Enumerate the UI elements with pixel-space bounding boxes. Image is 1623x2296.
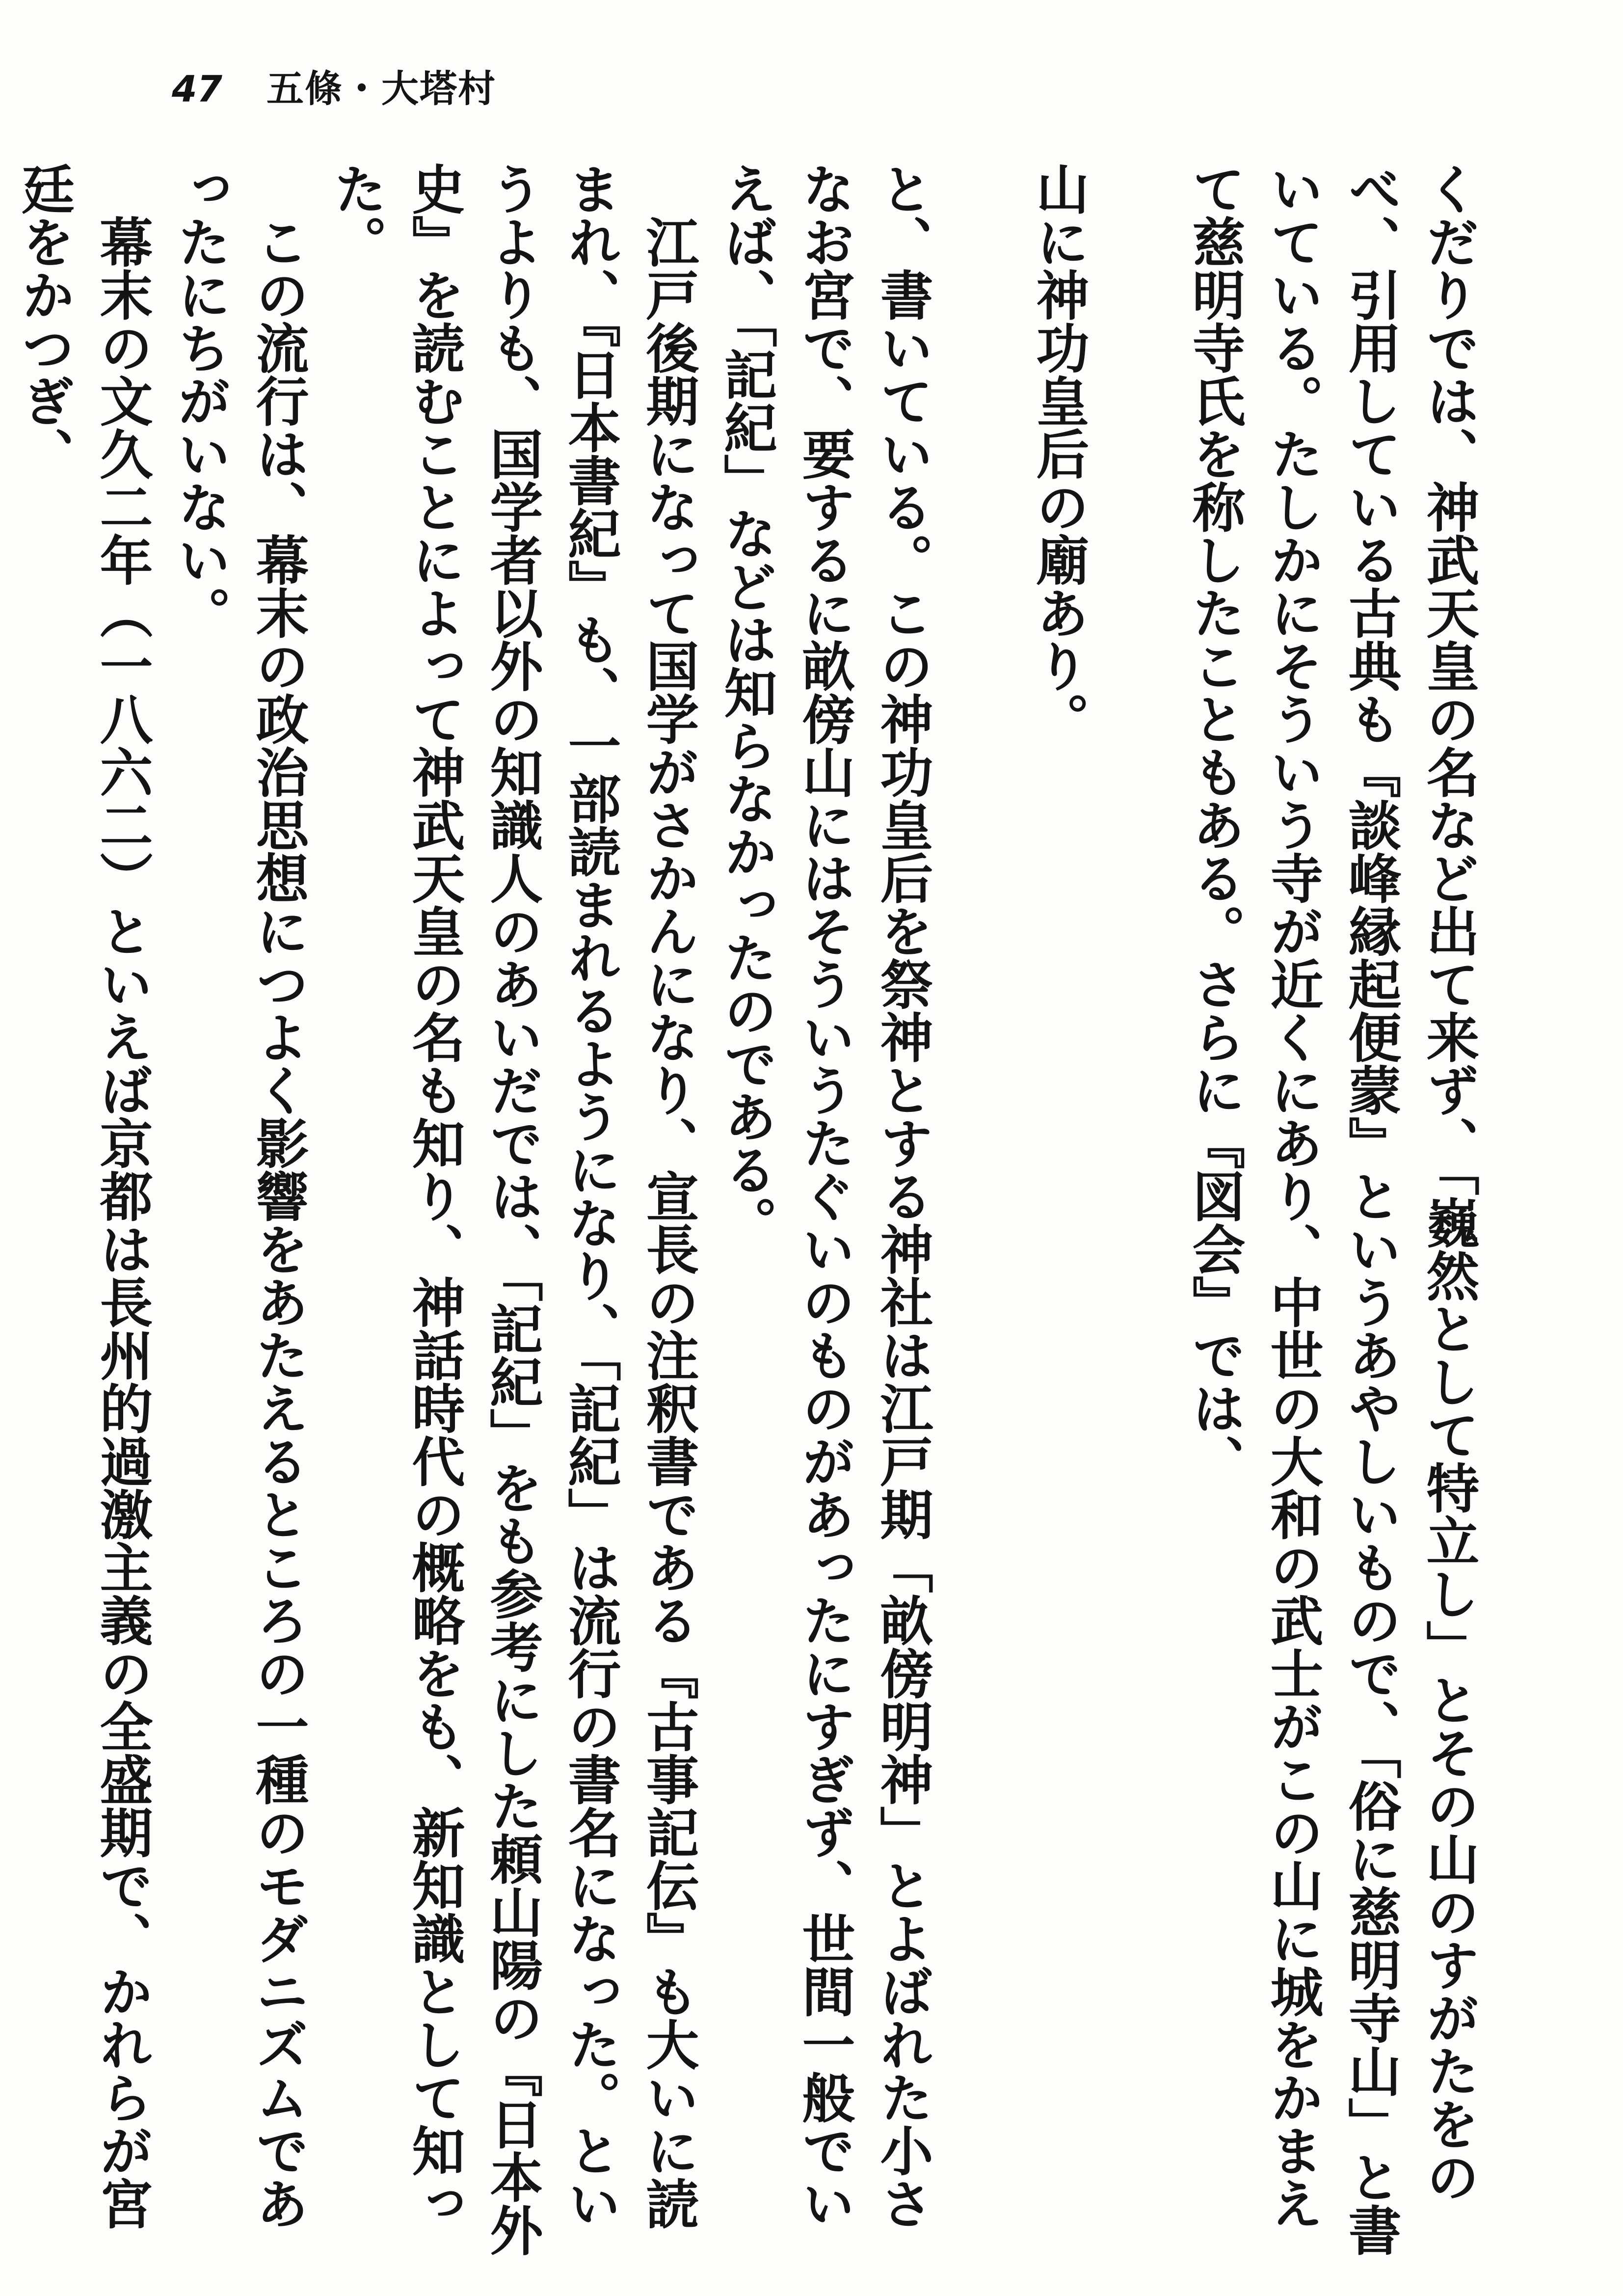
block-quote-gap-after xyxy=(941,162,1019,167)
paragraph-kokugaku: 江戸後期になって国学がさかんになり、宣長の注釈書である『古事記伝』も大いに読まれ、『日本書紀』も、一部読まれるようになり、「記紀」は流行の書名になった。というよりも、国学者以外の知識人のあいだでは、「記紀」をも参考にした頼山陽の『日本外史』を読むことによって神武天皇の名も知り、神話時代の概略をも、新知識として知った。 xyxy=(325,162,699,2256)
paragraph-bunkyu: 幕末の文久二年（一八六二）といえば京都は長州的過激主義の全盛期で、かれらが宮廷をかつぎ、 xyxy=(13,162,153,2230)
block-quote-gap-before xyxy=(1097,162,1175,167)
vertical-body-text xyxy=(13,162,1487,2268)
running-title: 五條・大塔村 xyxy=(266,67,496,110)
paragraph-modernism: この流行は、幕末の政治思想につよく影響をあたえるところの一種のモダニズムであったにちがいない。 xyxy=(169,162,309,2230)
page-header xyxy=(172,59,496,113)
page-number: 47 xyxy=(172,68,222,110)
paragraph-after-quote: と、書いている。この神功皇后を祭神とする神社は江戸期「畝傍明神」とよばれた小さなお宮で、要するに畝傍山にはそういうたぐいのものがあったにすぎず、世間一般でいえば、「記紀」などは知らなかったのである。 xyxy=(715,162,933,2230)
paragraph-continued: くだりでは、神武天皇の名など出て来ず、「巍然として特立し」とその山のすがたをのべ、引用している古典も『談峰縁起便蒙』というあやしいもので、「俗に慈明寺山」と書いている。たしかにそういう寺が近くにあり、中世の大和の武士がこの山に城をかまえて慈明寺氏を称したこともある。さらに『図会』では、 xyxy=(1183,162,1479,2256)
block-quote: 山に神功皇后の廟あり。 xyxy=(1027,162,1089,745)
